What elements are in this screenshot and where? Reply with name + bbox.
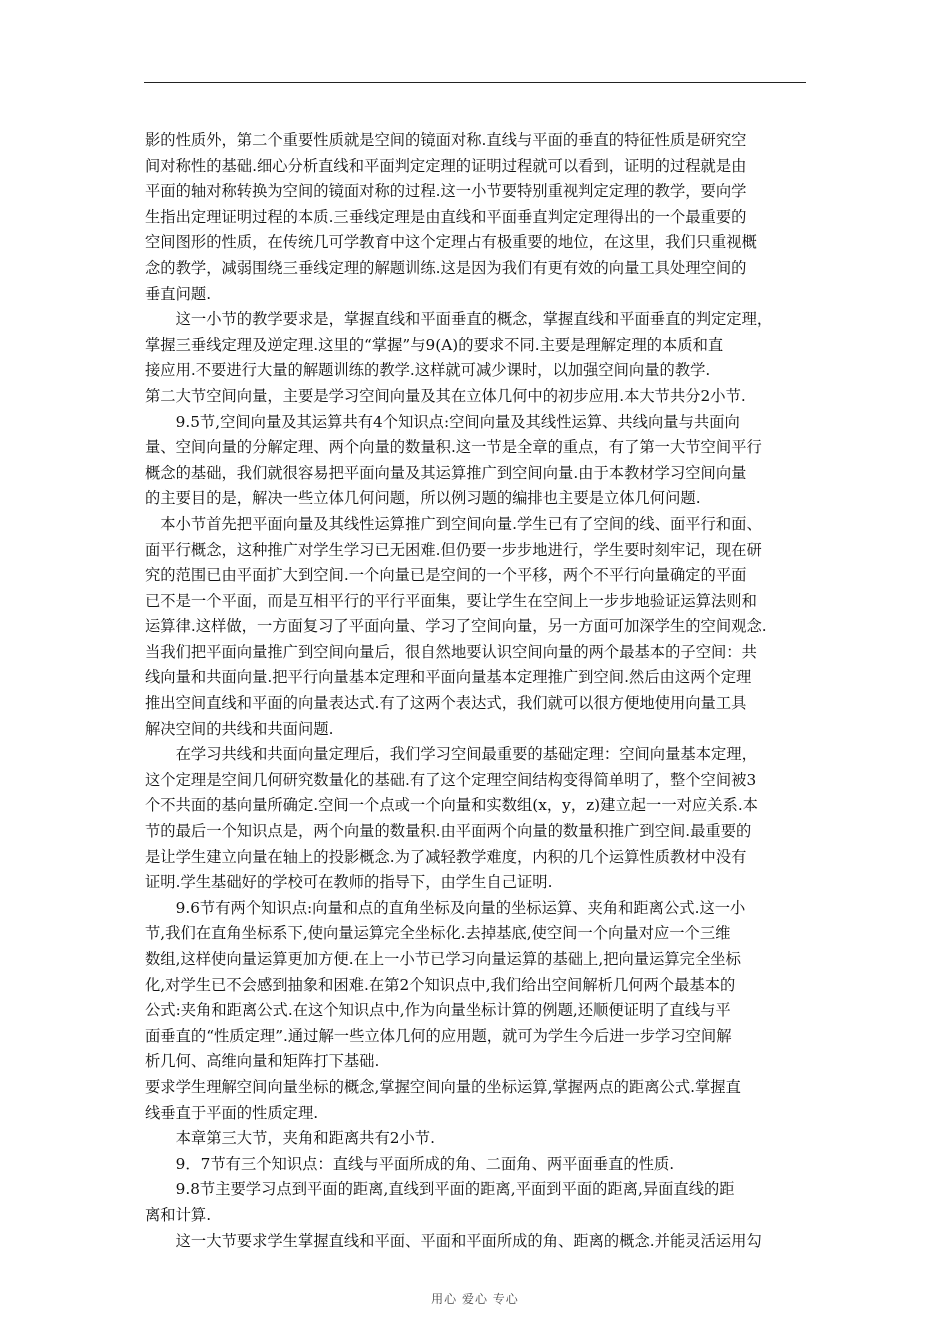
text-line: 的主要目的是，解决一些立体几何问题，所以例习题的编排也主要是立体几何问题.	[145, 489, 701, 508]
document-body	[145, 128, 813, 1254]
header-rule	[144, 82, 806, 83]
text-line: 线垂直于平面的性质定理.	[145, 1103, 319, 1122]
text-line: 面垂直的“性质定理”.通过解一些立体几何的应用题，就可为学生今后进一步学习空间解	[145, 1026, 732, 1045]
text-line: 9．7节有三个知识点：直线与平面所成的角、二面角、两平面垂直的性质.	[145, 1154, 675, 1173]
text-line: 节,我们在直角坐标系下,使向量运算完全坐标化.去掉基底,使空间一个向量对应一个三维	[145, 924, 731, 943]
text-line: 是让学生建立向量在轴上的投影概念.为了减轻教学难度，内积的几个运算性质教材中没有	[145, 847, 747, 866]
text-line: 平面的轴对称转换为空间的镜面对称的过程.这一小节要特别重视判定定理的教学，要向学	[145, 182, 747, 201]
text-line: 9.5节,空间向量及其运算共有4个知识点:空间向量及其线性运算、共线向量与共面向	[145, 412, 740, 431]
text-line: 掌握三垂线定理及逆定理.这里的“掌握”与9(A)的要求不同.主要是理解定理的本质和直	[145, 335, 724, 354]
text-line: 垂直问题.	[145, 284, 212, 303]
text-line: 当我们把平面向量推广到空间向量后，很自然地要认识空间向量的两个最基本的子空间：共	[145, 642, 757, 661]
text-line: 在学习共线和共面向量定理后，我们学习空间最重要的基础定理：空间向量基本定理，	[145, 745, 757, 764]
page-footer: 用心 爱心 专心	[431, 1292, 519, 1306]
text-line: 线向量和共面向量.把平行向量基本定理和平面向量基本定理推广到空间.然后由这两个定理	[145, 668, 752, 687]
text-line: 公式:夹角和距离公式.在这个知识点中,作为向量坐标计算的例题,还顺便证明了直线与平	[145, 1001, 731, 1020]
text-line: 影的性质外，第二个重要性质就是空间的镜面对称.直线与平面的垂直的特征性质是研究空	[145, 131, 747, 149]
text-line: 析几何、高维向量和矩阵打下基础.	[145, 1052, 380, 1071]
text-line: 运算律.这样做，一方面复习了平面向量、学习了空间向量，另一方面可加深学生的空间观念.	[145, 617, 767, 636]
text-line: 推出空间直线和平面的向量表达式.有了这两个表达式，我们就可以很方便地使用向量工具	[145, 694, 747, 713]
text-line: 概念的基础，我们就很容易把平面向量及其运算推广到空间向量.由于本教材学习空间向量	[145, 463, 747, 482]
text-line: 化,对学生已不会感到抽象和困难.在第2个知识点中,我们给出空间解析几何两个最基本的	[145, 975, 736, 994]
text-line: 已不是一个平面，而是互相平行的平行平面集，要让学生在空间上一步步地验证运算法则和	[145, 591, 757, 610]
text-line: 这一小节的教学要求是，掌握直线和平面垂直的概念，掌握直线和平面垂直的判定定理，	[145, 310, 773, 329]
text-line: 第二大节空间向量，主要是学习空间向量及其在立体几何中的初步应用.本大节共分2小节.	[145, 386, 746, 405]
text-line: 节的最后一个知识点是，两个向量的数量积.由平面两个向量的数量积推广到空间.最重要的	[145, 822, 752, 841]
text-line: 究的范围已由平面扩大到空间.一个向量已是空间的一个平移，两个不平行向量确定的平面	[145, 566, 747, 585]
text-line: 证明.学生基础好的学校可在教师的指导下，由学生自己证明.	[145, 873, 553, 892]
text-line: 生指出定理证明过程的本质.三垂线定理是由直线和平面垂直判定定理得出的一个最重要的	[145, 207, 747, 226]
text-line: 量、空间向量的分解定理、两个向量的数量积.这一节是全章的重点，有了第一大节空间平行	[145, 438, 762, 457]
text-line: 个不共面的基向量所确定.空间一个点或一个向量和实数组(x，y，z)建立起一一对应关系.本	[145, 796, 758, 815]
text-line: 空间图形的性质，在传统几可学教育中这个定理占有极重要的地位，在这里，我们只重视概	[145, 233, 757, 252]
text-line: 本小节首先把平面向量及其线性运算推广到空间向量.学生已有了空间的线、面平行和面、	[145, 514, 762, 533]
text-line: 本章第三大节，夹角和距离共有2小节.	[145, 1129, 435, 1148]
text-line: 这一大节要求学生掌握直线和平面、平面和平面所成的角、距离的概念.并能灵活运用勾	[145, 1231, 762, 1250]
text-line: 要求学生理解空间向量坐标的概念,掌握空间向量的坐标运算,掌握两点的距离公式.掌握直	[145, 1077, 741, 1096]
text-line: 解决空间的共线和共面问题.	[145, 719, 334, 738]
text-line: 间对称性的基础.细心分析直线和平面判定定理的证明过程就可以看到，证明的过程就是由	[145, 156, 747, 175]
text-line: 念的教学，减弱围绕三垂线定理的解题训练.这是因为我们有更有效的向量工具处理空间的	[145, 258, 747, 277]
text-line: 数组,这样使向量运算更加方便.在上一小节已学习向量运算的基础上,把向量运算完全坐标	[145, 950, 741, 968]
text-line: 面平行概念，这种推广对学生学习已无困难.但仍要一步步地进行，学生要时刻牢记，现在研	[145, 540, 762, 559]
text-line: 离和计算.	[145, 1205, 212, 1224]
text-line: 这个定理是空间几何研究数量化的基础.有了这个定理空间结构变得简单明了，整个空间被3	[145, 770, 757, 789]
text-line: 9.6节有两个知识点:向量和点的直角坐标及向量的坐标运算、夹角和距离公式.这一小	[145, 898, 746, 917]
text-line: 9.8节主要学习点到平面的距离,直线到平面的距离,平面到平面的距离,异面直线的距	[145, 1180, 735, 1199]
text-line: 接应用.不要进行大量的解题训练的教学.这样就可减少课时，以加强空间向量的教学.	[145, 361, 711, 380]
